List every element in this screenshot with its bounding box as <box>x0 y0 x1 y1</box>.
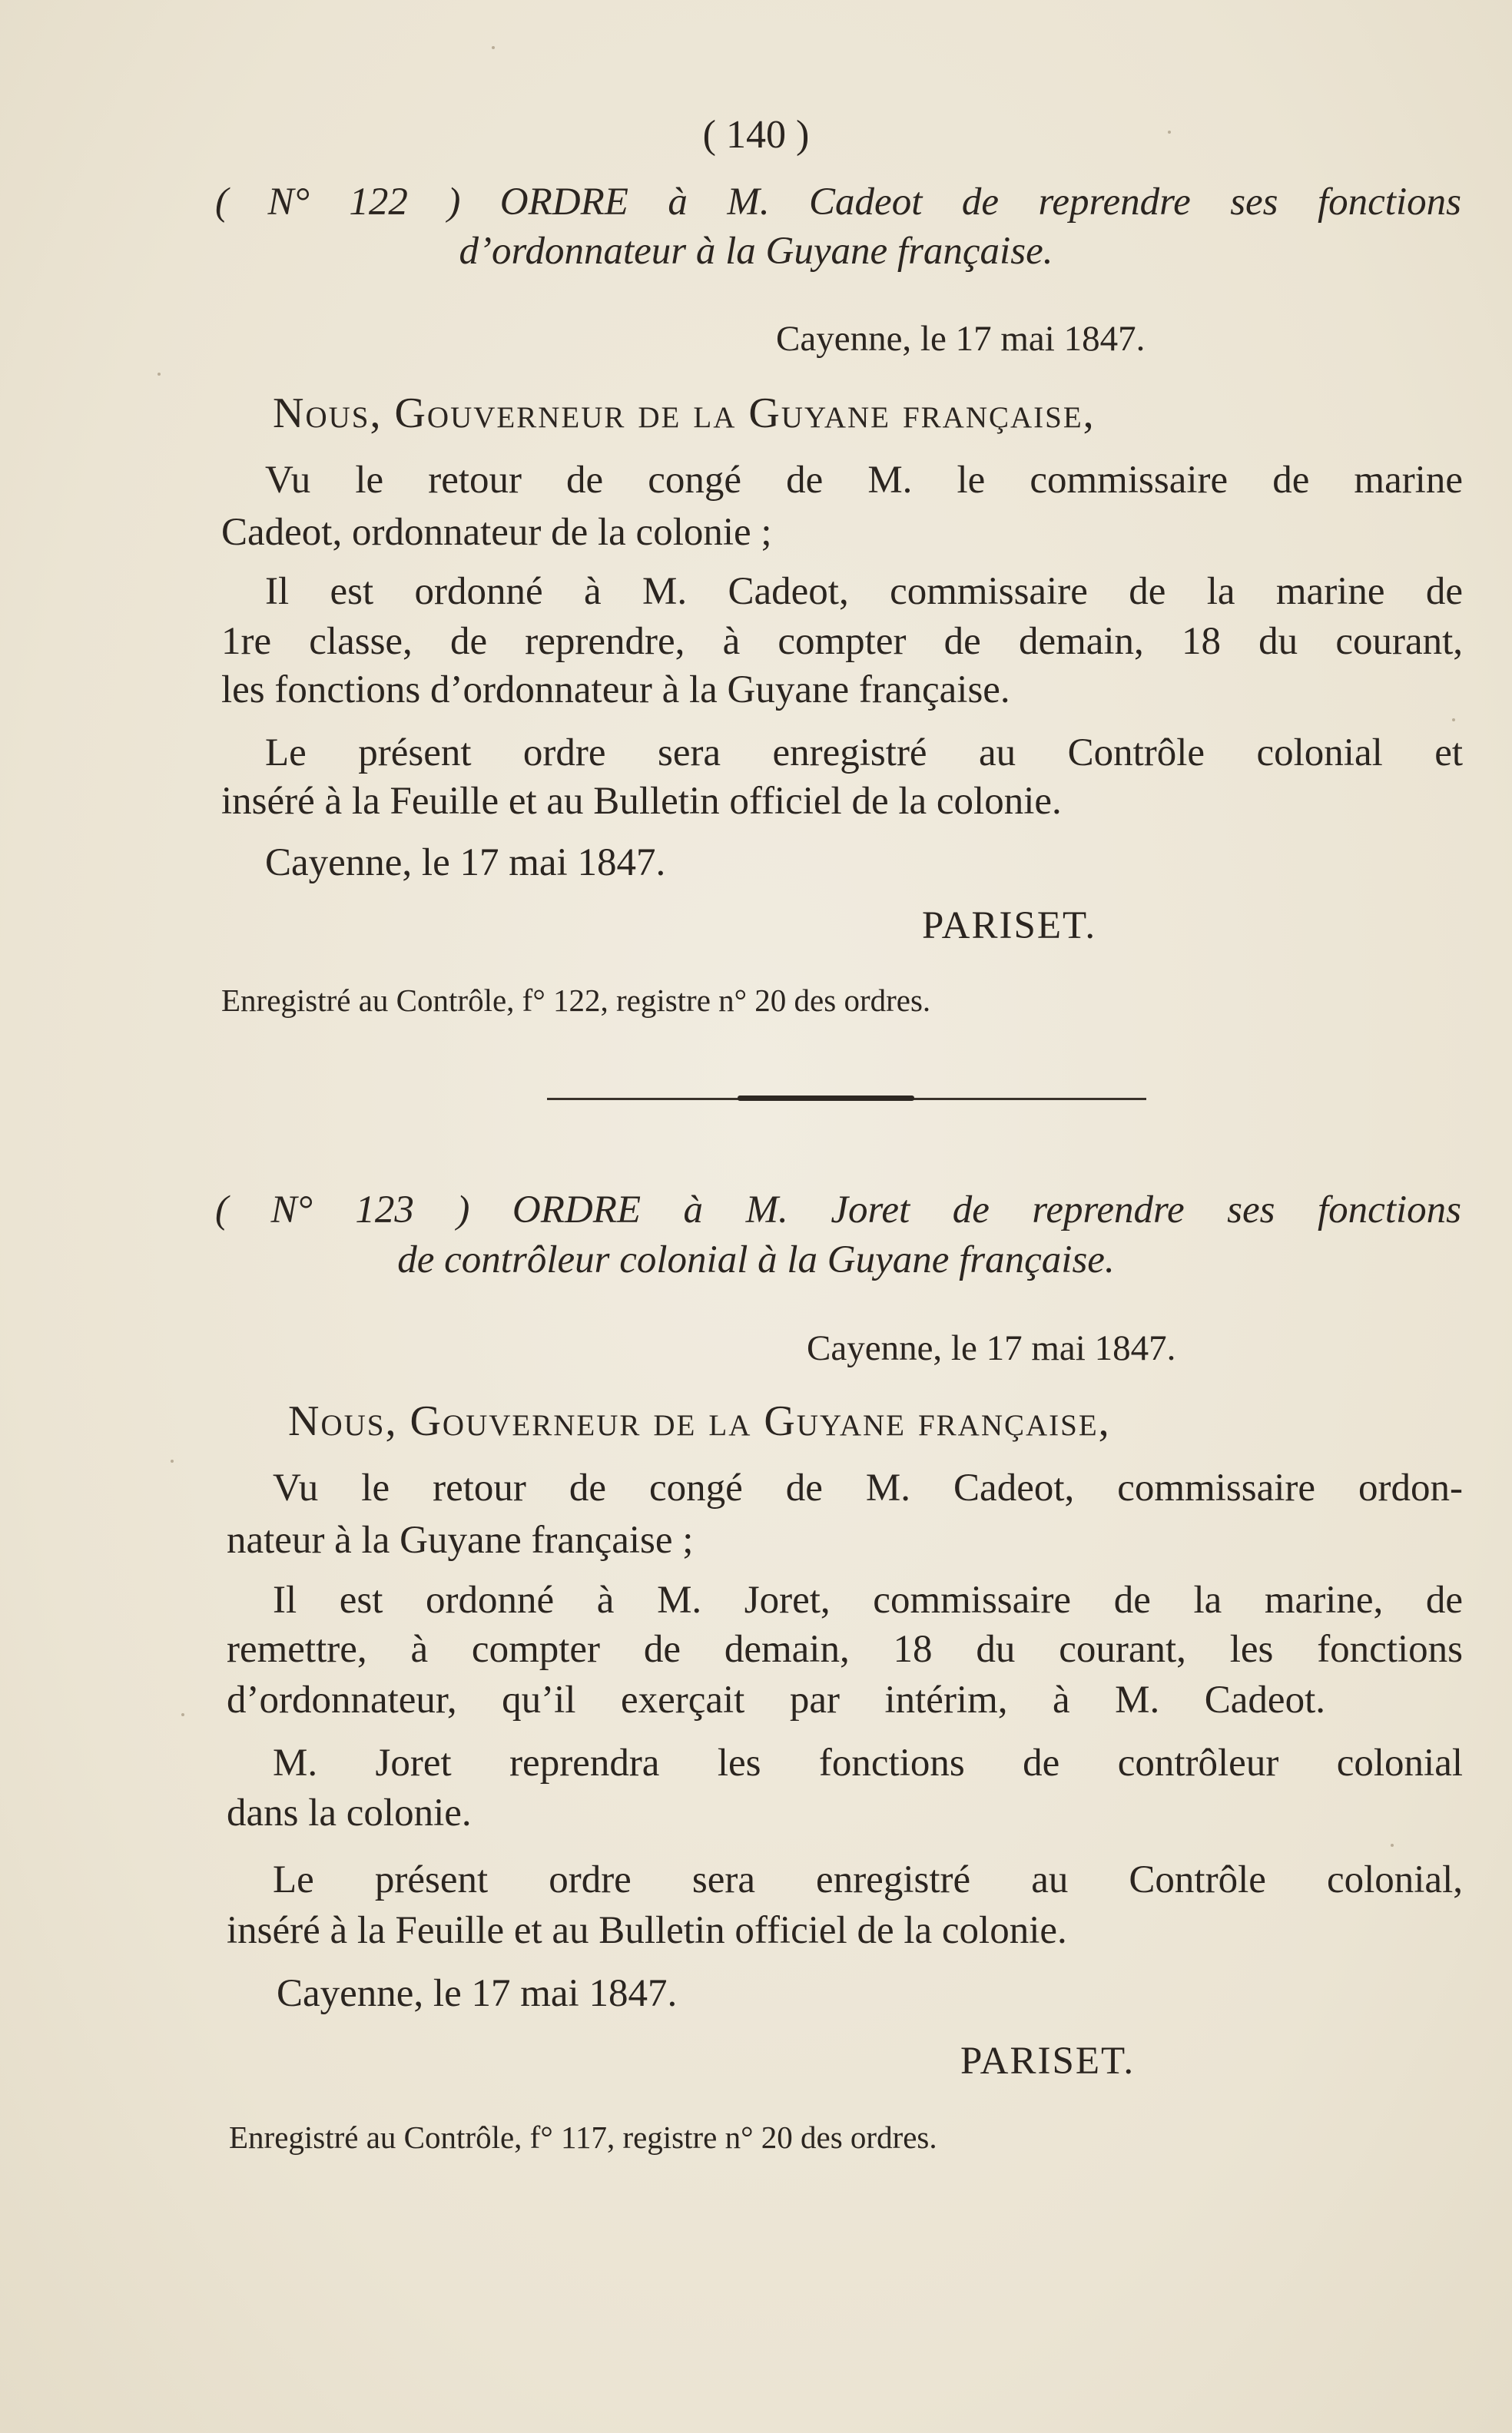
order-123-signature: PARISET. <box>960 2040 1136 2083</box>
order-123-body-line: inséré à la Feuille et au Bulletin officiel de la colonie. <box>227 1909 1067 1952</box>
order-123-preamble: Nous, Gouverneur de la Guyane française, <box>288 1397 1111 1445</box>
paper-speck <box>1391 1844 1394 1847</box>
order-123-closing-date: Cayenne, le 17 mai 1847. <box>277 1972 678 2015</box>
order-122-registration: Enregistré au Contrôle, f° 122, registre n° 20 des ordres. <box>221 983 931 1018</box>
order-122-heading-line2: d’ordonnateur à la Guyane française. <box>459 230 1053 273</box>
order-122-preamble: Nous, Gouverneur de la Guyane française, <box>273 389 1096 437</box>
order-122-heading-line1: ( N° 122 ) ORDRE à M. Cadeot de reprendre ses fonctions <box>215 181 1461 224</box>
order-123-body-line: Le présent ordre sera enregistré au Contrôle colonial, <box>273 1858 1463 1901</box>
separator-rule-accent <box>738 1096 914 1101</box>
paper-speck <box>171 1460 174 1463</box>
order-123-registration: Enregistré au Contrôle, f° 117, registre n° 20 des ordres. <box>229 2120 937 2155</box>
order-123-heading-line1: ( N° 123 ) ORDRE à M. Joret de reprendre ses fonctions <box>215 1188 1461 1231</box>
order-123-date-place: Cayenne, le 17 mai 1847. <box>807 1328 1176 1368</box>
order-123-body-line: M. Joret reprendra les fonctions de contrôleur colonial <box>273 1742 1463 1785</box>
order-123-body-line: d’ordonnateur, qu’il exerçait par intérim, à M. Cadeot. <box>227 1679 1325 1722</box>
paper-speck <box>1452 718 1455 721</box>
order-123-body-line: Vu le retour de congé de M. Cadeot, commissaire ordon- <box>273 1467 1463 1510</box>
order-123-body-line: dans la colonie. <box>227 1792 472 1835</box>
page-number: ( 140 ) <box>702 113 810 157</box>
order-122-body-line: Cadeot, ordonnateur de la colonie ; <box>221 511 772 554</box>
order-123-heading-line2: de contrôleur colonial à la Guyane française. <box>397 1238 1115 1281</box>
paper-speck <box>492 46 495 49</box>
order-122-body-line: 1re classe, de reprendre, à compter de demain, 18 du courant, <box>221 620 1463 663</box>
order-122-body-line: inséré à la Feuille et au Bulletin officiel de la colonie. <box>221 780 1062 823</box>
order-122-body-line: Vu le retour de congé de M. le commissaire de marine <box>265 459 1463 502</box>
paper-speck <box>158 373 161 376</box>
order-122-body-line: Il est ordonné à M. Cadeot, commissaire de la marine de <box>265 570 1463 613</box>
order-122-body-line: Le présent ordre sera enregistré au Contrôle colonial et <box>265 731 1463 774</box>
paper-speck <box>181 1713 184 1716</box>
order-122-signature: PARISET. <box>922 904 1097 947</box>
order-122-body-line: les fonctions d’ordonnateur à la Guyane française. <box>221 668 1010 711</box>
order-123-body-line: Il est ordonné à M. Joret, commissaire de la marine, de <box>273 1579 1463 1622</box>
order-122-date-place: Cayenne, le 17 mai 1847. <box>776 319 1146 359</box>
order-123-body-line: nateur à la Guyane française ; <box>227 1519 694 1562</box>
order-122-closing-date: Cayenne, le 17 mai 1847. <box>265 841 666 884</box>
order-123-body-line: remettre, à compter de demain, 18 du courant, les fonctions <box>227 1628 1463 1671</box>
